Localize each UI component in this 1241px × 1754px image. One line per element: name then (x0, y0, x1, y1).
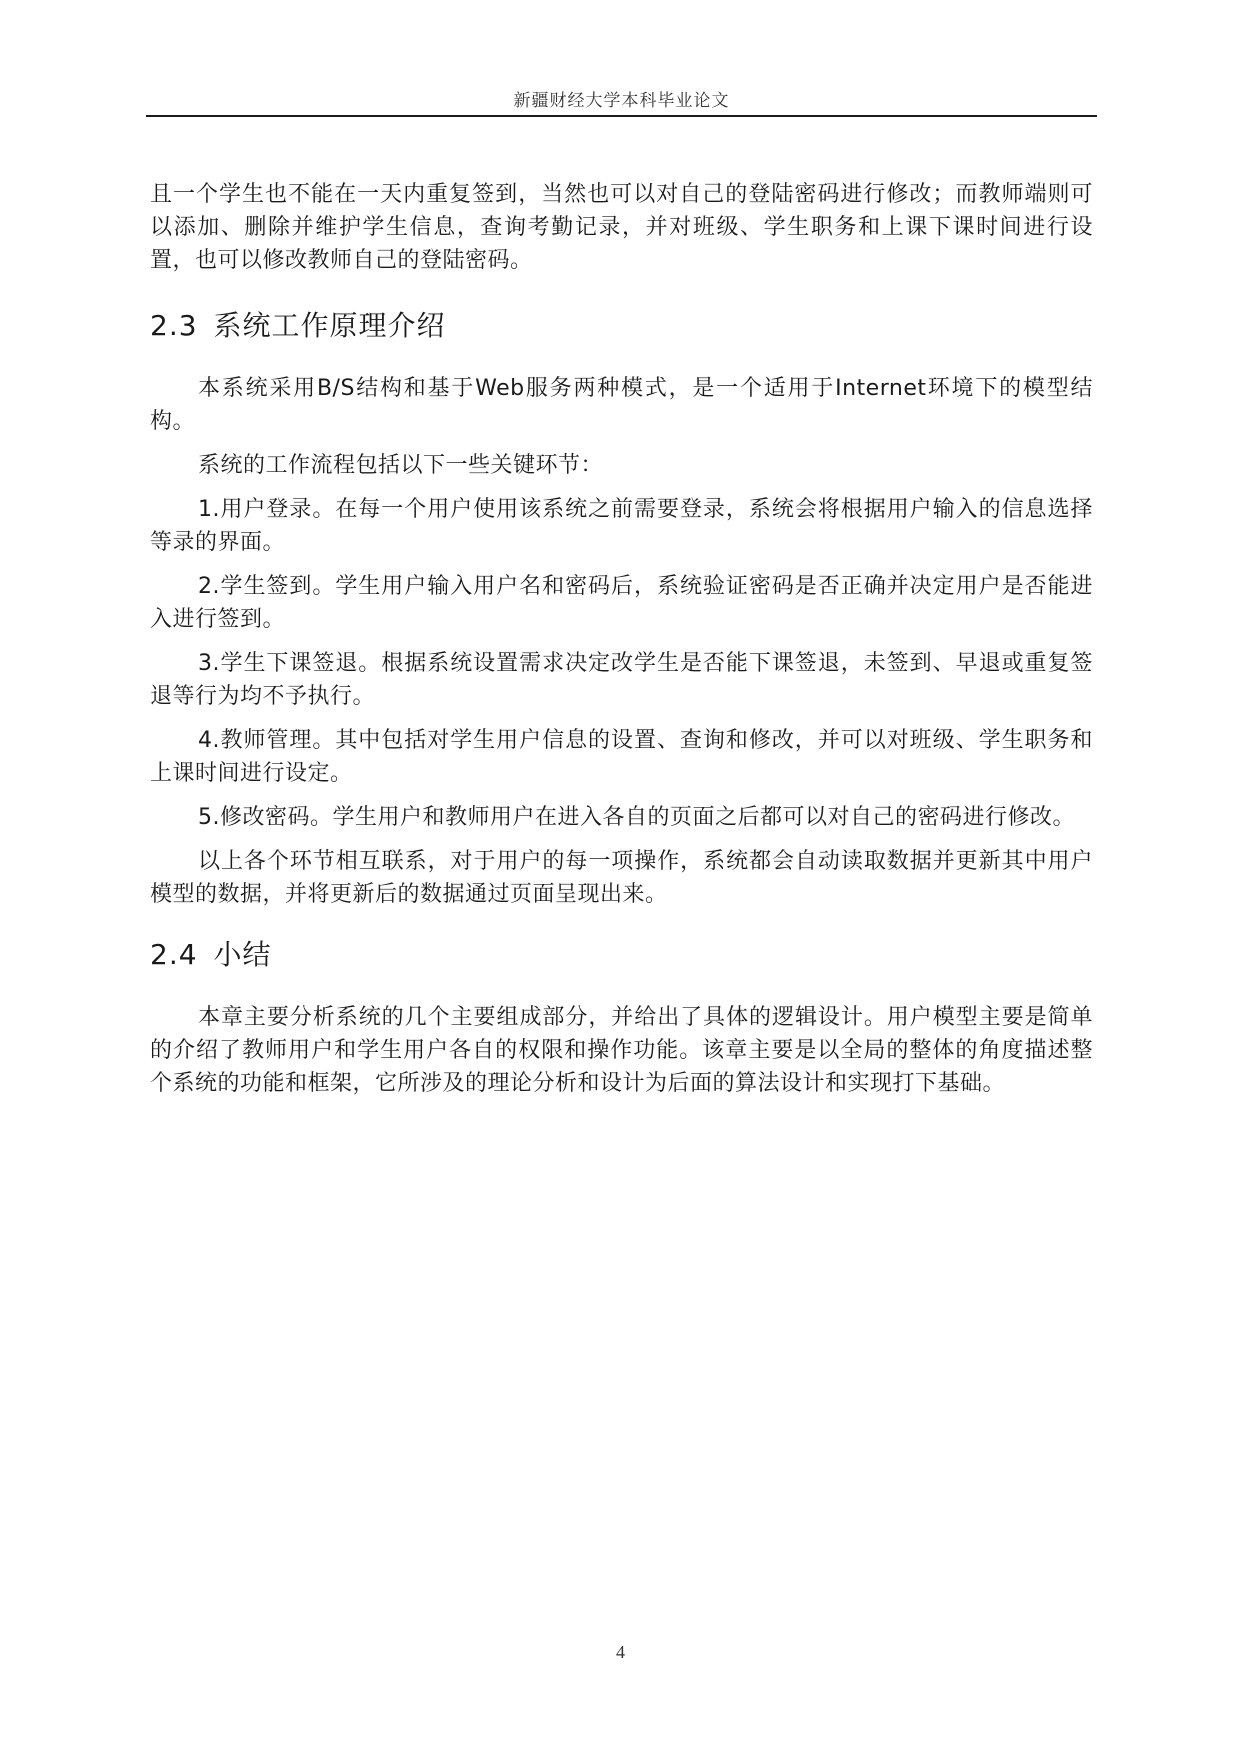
section-2-4-title: 小结 (213, 938, 272, 971)
section-2-3-summary-paragraph: 以上各个环节相互联系，对于用户的每一项操作，系统都会自动读取数据并更新其中用户模型的数据，并将更新后的数据通过页面呈现出来。 (150, 849, 1093, 907)
section-2-3-paragraph-1: 本系统采用B/S结构和基于Web服务两种模式，是一个适用于Internet环境下的模型结构。 (150, 376, 1093, 434)
intro-paragraph: 且一个学生也不能在一天内重复签到，当然也可以对自己的登陆密码进行修改；而教师端则可以添加、删除并维护学生信息，查询考勤记录，并对班级、学生职务和上课下课时间进行设置，也可以修改教师自己的登陆密码。 (150, 182, 1093, 273)
page-number: 4 (616, 1642, 625, 1662)
running-header: 新疆财经大学本科毕业论文 (513, 91, 730, 111)
section-2-4-number: 2.4 (150, 938, 198, 971)
section-2-4-paragraph-1: 本章主要分析系统的几个主要组成部分，并给出了具体的逻辑设计。用户模型主要是简单的介绍了教师用户和学生用户各自的权限和操作功能。该章主要是以全局的整体的角度描述整个系统的功能和框架，它所涉及的理论分析和设计为后面的算法设计和实现打下基础。 (150, 1005, 1093, 1096)
header-rule (146, 115, 1097, 117)
section-2-3-title: 系统工作原理介绍 (213, 309, 446, 342)
page-body (150, 178, 1093, 1100)
workflow-step-teacher-management: 4.教师管理。其中包括对学生用户信息的设置、查询和修改，并可以对班级、学生职务和上课时间进行设定。 (150, 728, 1093, 786)
section-2-4-heading (150, 935, 1093, 975)
section-2-3-paragraph-2: 系统的工作流程包括以下一些关键环节： (198, 453, 604, 478)
workflow-step-sign-in: 2.学生签到。学生用户输入用户名和密码后，系统验证密码是否正确并决定用户是否能进入进行签到。 (150, 574, 1093, 632)
workflow-step-change-password: 5.修改密码。学生用户和教师用户在进入各自的页面之后都可以对自己的密码进行修改。 (198, 805, 1075, 830)
workflow-step-login: 1.用户登录。在每一个用户使用该系统之前需要登录，系统会将根据用户输入的信息选择等录的界面。 (150, 497, 1093, 555)
section-2-3-number: 2.3 (150, 309, 198, 342)
section-2-3-heading (150, 306, 1093, 346)
workflow-step-sign-out: 3.学生下课签退。根据系统设置需求决定改学生是否能下课签退，未签到、早退或重复签退等行为均不予执行。 (150, 651, 1093, 709)
